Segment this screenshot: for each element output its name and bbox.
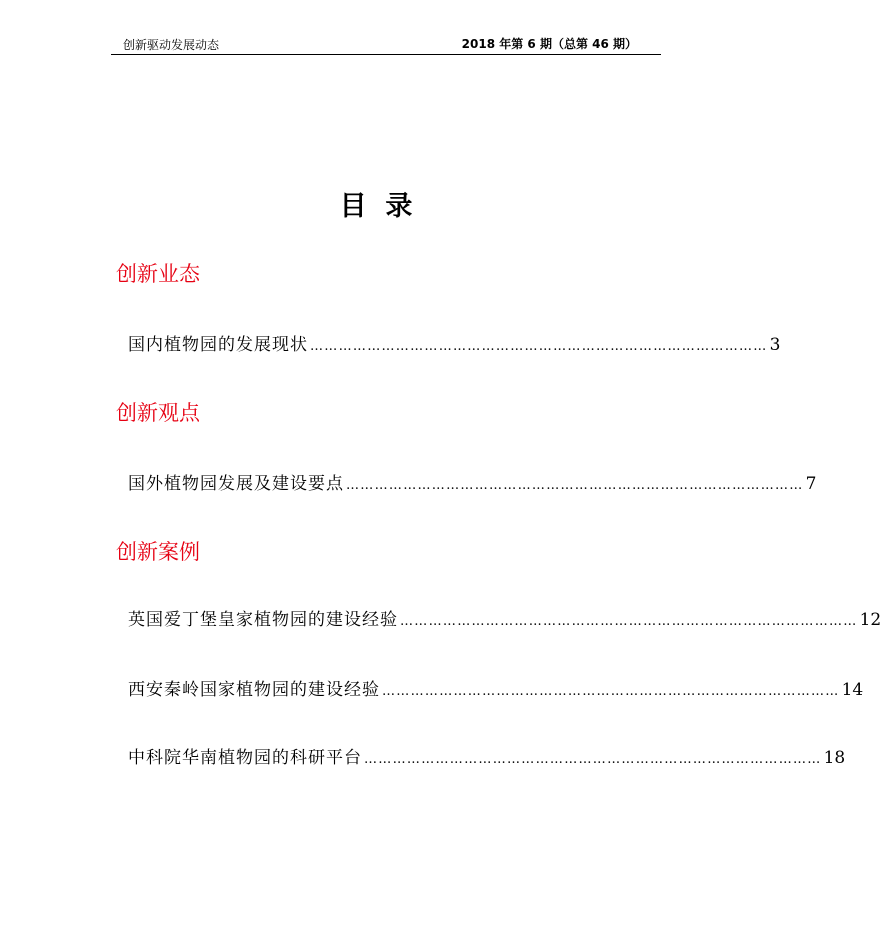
toc-entry-page: 12 xyxy=(859,610,881,630)
toc-leader-dots: …………………………………………………………………………………… xyxy=(400,614,858,629)
toc-entry-page: 14 xyxy=(841,680,864,700)
toc-leader-dots: …………………………………………………………………………………… xyxy=(364,752,822,767)
toc-leader-dots: …………………………………………………………………………………… xyxy=(382,684,840,699)
toc-leader-dots: …………………………………………………………………………………… xyxy=(346,478,804,493)
page-header xyxy=(111,34,661,55)
toc-entry[interactable] xyxy=(128,605,881,630)
toc-entry[interactable] xyxy=(128,743,846,768)
toc-entry-title: 国外植物园发展及建设要点 xyxy=(128,474,344,494)
header-publication-name: 创新驱动发展动态 xyxy=(123,38,220,52)
toc-entry[interactable] xyxy=(128,330,781,355)
toc-entry-title: 英国爱丁堡皇家植物园的建设经验 xyxy=(128,610,398,630)
section-heading-innovation-viewpoint: 创新观点 xyxy=(116,401,200,425)
toc-leader-dots: …………………………………………………………………………………… xyxy=(310,339,768,354)
toc-entry-page: 7 xyxy=(805,474,817,494)
section-heading-innovation-business: 创新业态 xyxy=(116,262,200,286)
toc-entry[interactable] xyxy=(128,469,817,494)
toc-title: 目 录 xyxy=(339,191,413,222)
toc-entry-title: 西安秦岭国家植物园的建设经验 xyxy=(128,680,380,700)
toc-entry[interactable] xyxy=(128,675,864,700)
header-issue-number: 2018 年第 6 期（总第 46 期） xyxy=(461,37,637,51)
toc-entry-page: 3 xyxy=(769,335,781,355)
toc-entry-title: 中科院华南植物园的科研平台 xyxy=(128,748,362,768)
toc-entry-page: 18 xyxy=(823,748,846,768)
section-heading-innovation-cases: 创新案例 xyxy=(116,540,200,564)
toc-entry-title: 国内植物园的发展现状 xyxy=(128,335,308,355)
